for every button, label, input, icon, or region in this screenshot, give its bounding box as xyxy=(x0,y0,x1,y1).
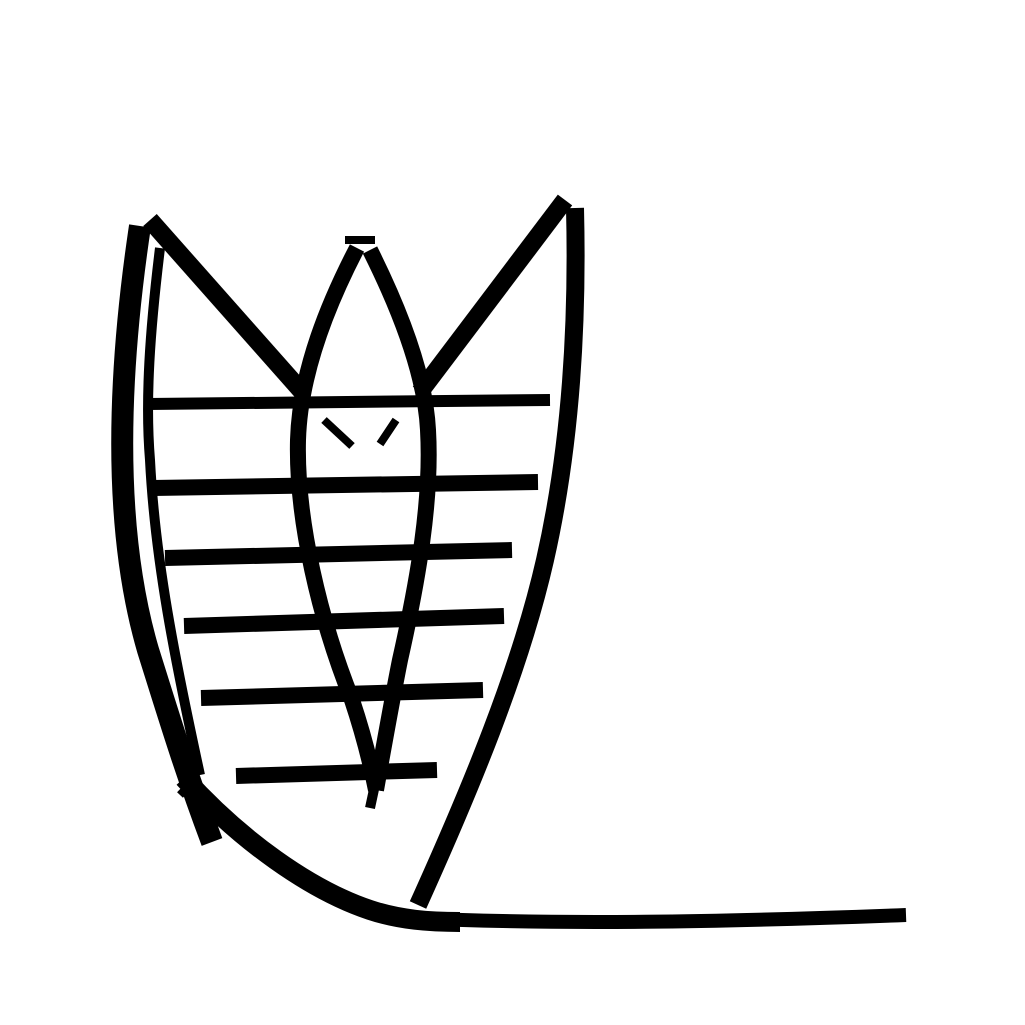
rung-5 xyxy=(201,690,483,698)
rung-6 xyxy=(236,770,437,776)
rung-4 xyxy=(184,616,504,626)
right-peak xyxy=(420,200,565,392)
inner-v-left xyxy=(324,420,352,446)
central-leaf xyxy=(298,248,429,790)
inner-v-right xyxy=(380,420,396,444)
leaf-stem xyxy=(370,780,376,808)
left-peak xyxy=(150,220,305,395)
baseline xyxy=(410,915,906,922)
rung-3 xyxy=(165,550,512,558)
rung-1 xyxy=(148,400,550,404)
rung-2 xyxy=(153,482,538,488)
ink-strokes xyxy=(122,200,906,922)
